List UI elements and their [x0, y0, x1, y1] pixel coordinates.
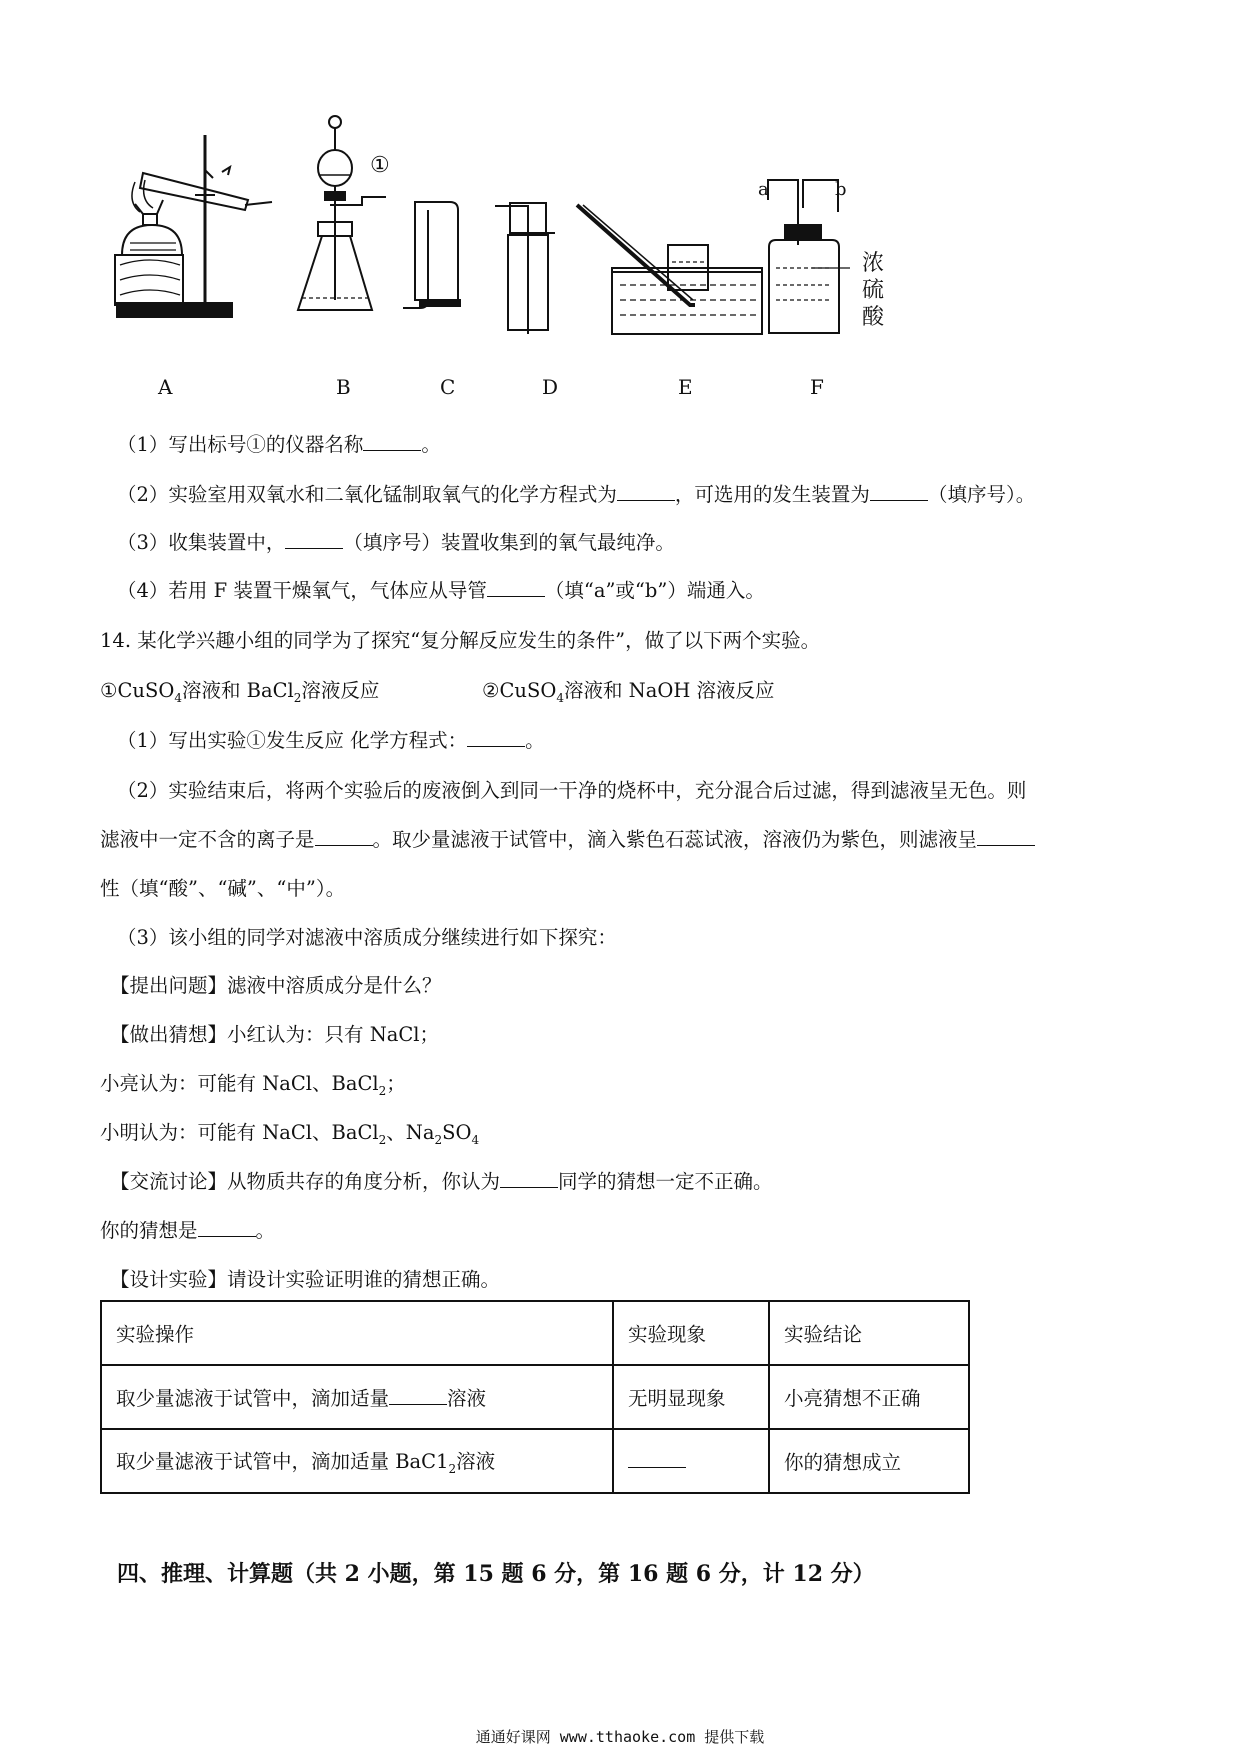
experiment-table	[100, 1300, 970, 1494]
header-conclusion: 实验结论	[769, 1301, 969, 1365]
apparatus-e-drawing	[577, 205, 762, 334]
label-f: F	[810, 375, 824, 399]
table-row	[101, 1429, 969, 1493]
f-label-b: b	[835, 179, 847, 200]
answer-blank[interactable]	[870, 482, 928, 501]
q13-part1: （1）写出标号①的仪器名称 。	[117, 433, 441, 456]
q13-part3: （3）收集装置中， （填序号）装置收集到的氧气最纯净。	[117, 531, 675, 554]
answer-blank[interactable]	[285, 530, 343, 549]
answer-blank[interactable]	[500, 1169, 558, 1188]
label-c: C	[440, 375, 456, 399]
f-label-a: a	[758, 179, 769, 200]
f-reagent-1: 浓	[862, 251, 885, 276]
header-operation: 实验操作	[101, 1301, 613, 1365]
cell-conclusion: 你的猜想成立	[769, 1429, 969, 1493]
answer-blank[interactable]	[198, 1218, 256, 1237]
label-b: B	[336, 375, 351, 399]
q14-question: 【提出问题】滤液中溶质成分是什么？	[110, 974, 442, 997]
q14-part2-line1: （2）实验结束后，将两个实验后的废液倒入到同一干净的烧杯中，充分混合后过滤，得到滤液呈无色。则	[117, 779, 1027, 802]
apparatus-d-drawing	[495, 203, 555, 334]
cell-operation: 取少量滤液于试管中，滴加适量 $BaC1_2$溶液	[101, 1429, 613, 1493]
answer-blank[interactable]	[363, 432, 421, 451]
q14-your-guess: 你的猜想是 。	[100, 1219, 276, 1242]
answer-blank[interactable]	[628, 1449, 686, 1468]
marker-1: ①	[370, 153, 390, 178]
q14-part1: （1）写出实验①发生反应 化学方程式： 。	[117, 729, 545, 752]
q13-part2: （2）实验室用双氧水和二氧化锰制取氧气的化学方程式为 ，可选用的发生装置为 （填序号）。	[117, 483, 1036, 506]
cell-operation: 取少量滤液于试管中，滴加适量 溶液	[101, 1365, 613, 1429]
q14-part2-line3: 性（填“酸”、“碱”、“中”）。	[100, 877, 346, 900]
q14-discussion: 【交流讨论】从物质共存的角度分析，你认为 同学的猜想一定不正确。	[110, 1170, 773, 1193]
q14-part2-line2: 滤液中一定不含的离子是 。取少量滤液于试管中，滴入紫色石蕊试液，溶液仍为紫色，则滤液呈	[100, 827, 1035, 853]
q14-design: 【设计实验】请设计实验证明谁的猜想正确。	[110, 1268, 501, 1291]
apparatus-c-drawing	[403, 202, 460, 308]
f-reagent-2: 硫	[862, 278, 885, 303]
f-reagent-3: 酸	[862, 305, 885, 330]
apparatus-f-drawing	[768, 180, 850, 333]
q14-guess-xiaohong: 【做出猜想】小红认为：只有 NaCl；	[110, 1023, 440, 1046]
table-row	[101, 1365, 969, 1429]
answer-blank[interactable]	[389, 1386, 447, 1405]
q14-experiment-1: ①CuSO$_4$溶液和 BaCl$_2$溶液反应	[100, 679, 380, 705]
page-footer: 通通好课网 www.tthaoke.com 提供下载	[475, 1728, 765, 1746]
q14-intro: 14. 某化学兴趣小组的同学为了探究“复分解反应发生的条件”，做了以下两个实验。	[100, 629, 821, 652]
answer-blank[interactable]	[315, 827, 373, 846]
header-phenomenon: 实验现象	[613, 1301, 769, 1365]
label-a: A	[158, 375, 173, 399]
q14-part3: （3）该小组的同学对滤液中溶质成分继续进行如下探究：	[117, 926, 617, 949]
label-d: D	[542, 375, 559, 399]
section-4-heading: 四、推理、计算题（共 2 小题，第 15 题 6 分，第 16 题 6 分，计 12 分）	[117, 1561, 875, 1587]
label-e: E	[678, 375, 693, 399]
answer-blank[interactable]	[977, 827, 1035, 846]
q14-experiment-2: ②CuSO$_4$溶液和 NaOH 溶液反应	[482, 679, 775, 705]
cell-phenomenon	[613, 1429, 769, 1493]
answer-blank[interactable]	[487, 578, 545, 597]
q13-part4: （4）若用 F 装置干燥氧气，气体应从导管 （填“a”或“b”）端通入。	[117, 579, 765, 602]
apparatus-a-drawing	[115, 135, 272, 317]
q14-guess-xiaoliang: 小亮认为：可能有 NaCl、BaCl$_2$；	[100, 1072, 406, 1098]
apparatus-diagram	[0, 0, 1240, 360]
table-header-row	[101, 1301, 969, 1365]
answer-blank[interactable]	[617, 482, 675, 501]
cell-phenomenon: 无明显现象	[613, 1365, 769, 1429]
q14-guess-xiaoming: 小明认为：可能有 NaCl、BaCl$_2$、$Na_2SO_4$	[100, 1121, 480, 1147]
cell-conclusion: 小亮猜想不正确	[769, 1365, 969, 1429]
apparatus-b-drawing	[298, 116, 386, 310]
answer-blank[interactable]	[467, 728, 525, 747]
